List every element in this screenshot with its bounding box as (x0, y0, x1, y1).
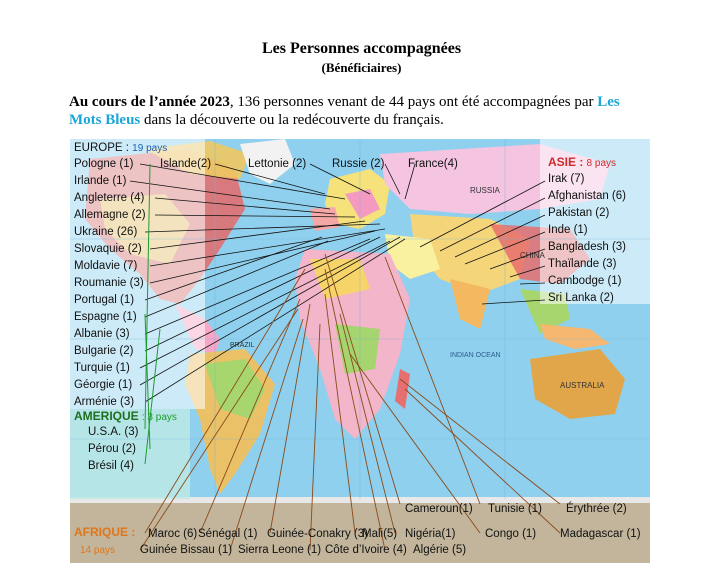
afrique-row1-item: Congo (1) (485, 528, 537, 540)
amerique-list-item: U.S.A. (3) (88, 426, 139, 438)
europe-list-item: Géorgie (1) (74, 379, 133, 391)
asie-list-item: Inde (1) (548, 224, 588, 236)
europe-list-item: Angleterre (4) (74, 192, 145, 204)
europe-top-lettonie: Lettonie (2) (248, 158, 307, 170)
asie-list-item: Sri Lanka (2) (548, 292, 614, 304)
europe-list-item: Slovaquie (2) (74, 243, 142, 255)
afrique-header (74, 525, 135, 540)
amerique-count: : 3 pays (141, 412, 177, 423)
europe-list-item: Roumanie (3) (74, 277, 144, 289)
china-map-label: CHINA (520, 251, 545, 260)
amerique-header (74, 409, 177, 425)
europe-list-item: Portugal (1) (74, 294, 135, 306)
afrique-row1-item: Madagascar (1) (560, 528, 641, 540)
asie-list-item: Irak (7) (548, 173, 585, 185)
afrique-row1-item: Nigéria(1) (405, 528, 456, 540)
europe-list-item: Moldavie (7) (74, 260, 138, 272)
brazil-map-label: BRAZIL (230, 342, 255, 349)
asie-title: ASIE : (548, 155, 584, 169)
page-title: Les Personnes accompagnées (261, 40, 462, 57)
amerique-list-item: Pérou (2) (88, 443, 136, 455)
asie-list-item: Thaïlande (3) (548, 258, 617, 270)
afrique-title: AFRIQUE : (74, 525, 136, 539)
afrique-row2-item: Algérie (5) (413, 544, 467, 556)
intro-middle: , 136 personnes venant de 44 pays ont été accompagnées par (229, 94, 598, 110)
page-subtitle: (Bénéficiaires) (321, 60, 402, 75)
australia-map-label: AUSTRALIA (560, 381, 605, 390)
europe-header (74, 141, 167, 156)
afrique-row1-item: Maroc (6) (148, 528, 198, 540)
afrique-row1-item: Guinée-Conakry (3) (267, 528, 368, 540)
asie-list-item: Bangladesh (3) (548, 241, 626, 253)
asie-list-item: Pakistan (2) (548, 207, 610, 219)
europe-list-item: Allemagne (2) (74, 209, 146, 221)
europe-list-item: Arménie (3) (74, 396, 135, 408)
europe-top-pologne: Pologne (1) (74, 158, 134, 170)
asie-count: 8 pays (586, 158, 617, 169)
intro-paragraph (69, 93, 654, 129)
intro-end: dans la découverte ou la redécouverte du français. (140, 112, 444, 128)
intro-lead: Au cours de l’année 2023 (69, 94, 230, 110)
russia-map-label: RUSSIA (470, 186, 500, 195)
europe-list-item: Bulgarie (2) (74, 345, 134, 357)
europe-list-item: Albanie (3) (74, 328, 130, 340)
europe-count: 19 pays (132, 143, 168, 154)
afrique-count: 14 pays (80, 545, 116, 556)
asie-header (548, 155, 616, 171)
amerique-title: AMERIQUE (74, 409, 139, 423)
asie-list-item: Afghanistan (6) (548, 190, 626, 202)
afrique-upper-item: Érythrée (2) (566, 503, 627, 515)
indian-ocean-map-label: INDIAN OCEAN (450, 352, 501, 359)
europe-top-russie: Russie (2) (332, 158, 385, 170)
europe-list-item: Irlande (1) (74, 175, 127, 187)
europe-top-islande: Islande(2) (160, 158, 212, 170)
afrique-upper-item: Cameroun(1) (405, 503, 473, 515)
afrique-row1-item: Sénégal (1) (198, 528, 258, 540)
afrique-row2-item: Côte d’Ivoire (4) (325, 544, 407, 556)
brand-name: Les Mots Bleus (69, 94, 620, 128)
europe-list-item: Espagne (1) (74, 311, 137, 323)
europe-list-item: Ukraine (26) (74, 226, 138, 238)
europe-title: EUROPE : (74, 142, 129, 154)
europe-top-france: France(4) (408, 158, 458, 170)
world-map (70, 139, 650, 563)
europe-list-item: Turquie (1) (74, 362, 130, 374)
afrique-row2-item: Sierra Leone (1) (238, 544, 322, 556)
afrique-row1-item: Mali(5) (362, 528, 398, 540)
afrique-upper-item: Tunisie (1) (488, 503, 542, 515)
afrique-row2-item: Guinée Bissau (1) (140, 544, 233, 556)
asie-list-item: Cambodge (1) (548, 275, 622, 287)
amerique-list-item: Brésil (4) (88, 460, 135, 472)
